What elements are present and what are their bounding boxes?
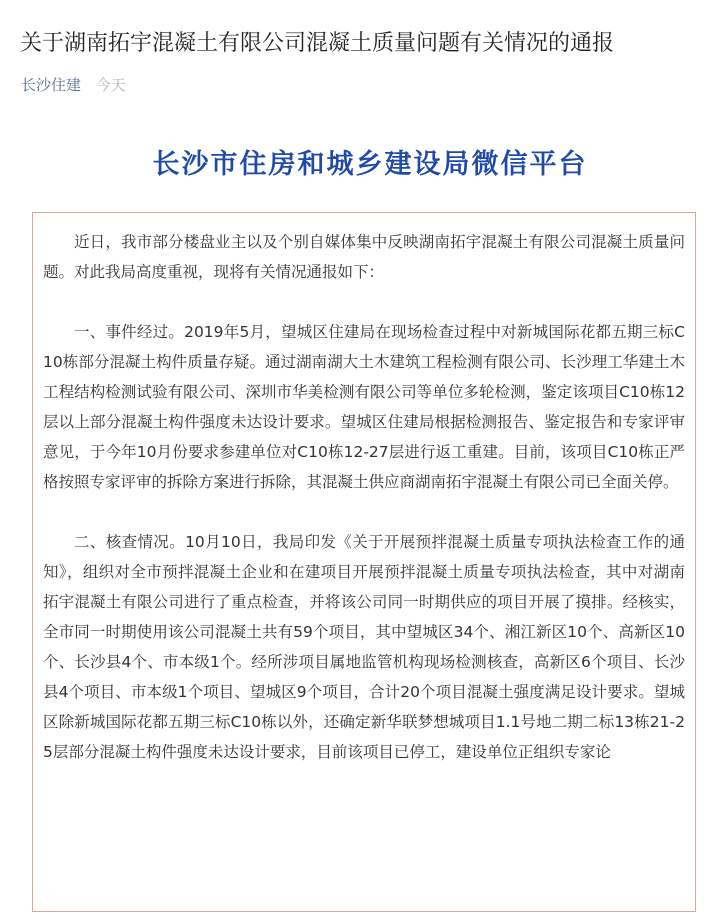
paragraph-verification: 二、核查情况。10月10日，我局印发《关于开展预拌混凝土质量专项执法检查工作的通知》，组织对全市预拌混凝土企业和在建项目开展预拌混凝土质量专项执法检查，其中对湖南拓宇混凝土有限公司进行了重点检查，并将该公司同一时期供应的项目开展了摸排。经核实，全市同一时期使用该公司混凝土共有59个项目，其中望城区34个、湘江新区10个、高新区10个、长沙县4个、市本级1个。经所涉项目属地监管机构现场检测核查，高新区6个项目、长沙县4个项目、市本级1个项目、望城区9个项目，合计20个项目混凝土强度满足设计要求。望城区除新城国际花都五期三标C10栋以外，还确定新华联梦想城项目1.1号地二期二标13栋21-25层部分混凝土构件强度未达设计要求，目前该项目已停工，建设单位正组织专家论 <box>43 533 685 761</box>
platform-banner: 长沙市住房和城乡建设局微信平台 <box>152 149 588 180</box>
paragraph-intro: 近日，我市部分楼盘业主以及个别自媒体集中反映湖南拓宇混凝土有限公司混凝土质量问题。对此我局高度重视，现将有关情况通报如下： <box>43 233 685 281</box>
account-name-link[interactable]: 长沙住建 <box>21 76 82 94</box>
article-body <box>33 213 695 767</box>
article-meta <box>21 74 126 96</box>
publish-date: 今天 <box>95 76 126 94</box>
paragraph-event: 一、事件经过。2019年5月，望城区住建局在现场检查过程中对新城国际花都五期三标C10栋部分混凝土构件质量存疑。通过湖南湖大土木建筑工程检测有限公司、长沙理工华建土木工程结构检测试验有限公司、深圳市华美检测有限公司等单位多轮检测，鉴定该项目C10栋12层以上部分混凝土构件强度未达设计要求。望城区住建局根据检测报告、鉴定报告和专家评审意见，于今年10月份要求参建单位对C10栋12-27层进行返工重建。目前，该项目C10栋正严格按照专家评审的拆除方案进行拆除，其混凝土供应商湖南拓宇混凝土有限公司已全面关停。 <box>43 323 685 491</box>
article-content-box <box>32 212 696 912</box>
article-title: 关于湖南拓宇混凝土有限公司混凝土质量问题有关情况的通报 <box>20 31 615 56</box>
